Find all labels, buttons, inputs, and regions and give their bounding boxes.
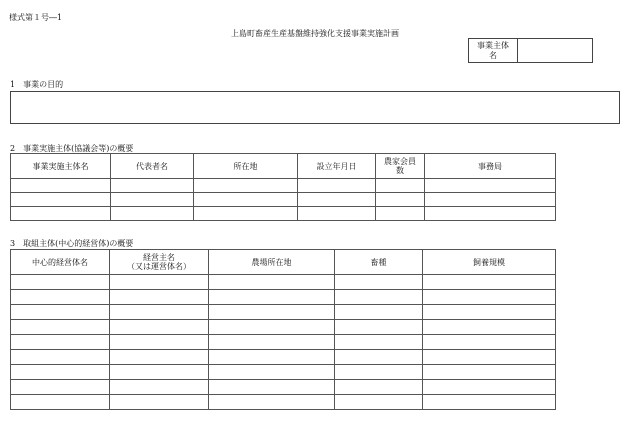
table-cell[interactable] [425, 207, 556, 221]
table-cell[interactable] [110, 395, 209, 410]
table-row [11, 290, 556, 305]
table-cell[interactable] [335, 290, 423, 305]
col-header: 畜種 [335, 250, 423, 275]
table-cell[interactable] [11, 365, 110, 380]
page-title: 上島町畜産生産基盤維持強化支援事業実施計画 [231, 29, 399, 38]
jigyo-shutai-label-line2: 名 [489, 51, 497, 60]
table-cell[interactable] [423, 305, 556, 320]
col-header: 飼養規模 [423, 250, 556, 275]
table-cell[interactable] [110, 365, 209, 380]
table-cell[interactable] [110, 305, 209, 320]
table-row [11, 179, 556, 193]
table-cell[interactable] [209, 290, 335, 305]
col-header: 中心的経営体名 [11, 250, 110, 275]
table-cell[interactable] [111, 179, 194, 193]
table-cell[interactable] [11, 290, 110, 305]
table-cell[interactable] [376, 193, 425, 207]
table-cell[interactable] [11, 179, 111, 193]
col-header [110, 250, 209, 275]
table-cell[interactable] [209, 305, 335, 320]
table-row [11, 335, 556, 350]
table-cell[interactable] [298, 193, 376, 207]
col-header: 代表者名 [111, 154, 194, 179]
table-cell[interactable] [209, 320, 335, 335]
table-cell[interactable] [11, 350, 110, 365]
table-cell[interactable] [209, 365, 335, 380]
table-cell[interactable] [209, 395, 335, 410]
table-row [11, 380, 556, 395]
table-cell[interactable] [194, 207, 298, 221]
col-header: 事業実施主体名 [11, 154, 111, 179]
col-header-line: （又は運営体名） [127, 262, 191, 271]
table-cell[interactable] [209, 335, 335, 350]
operator-table [10, 249, 556, 410]
table-row [11, 193, 556, 207]
table-cell[interactable] [11, 335, 110, 350]
table-cell[interactable] [335, 320, 423, 335]
table-cell[interactable] [423, 350, 556, 365]
table-cell[interactable] [111, 207, 194, 221]
table-cell[interactable] [335, 305, 423, 320]
col-header-line: 農家会員 [384, 157, 416, 166]
section1-heading: 1 事業の目的 [10, 80, 64, 89]
table-cell[interactable] [376, 179, 425, 193]
col-header-line: 数 [396, 166, 404, 175]
table-row [11, 275, 556, 290]
table-cell[interactable] [194, 179, 298, 193]
table-cell[interactable] [11, 207, 111, 221]
table-cell[interactable] [423, 395, 556, 410]
table-cell[interactable] [335, 350, 423, 365]
jigyo-shutai-name-field[interactable] [518, 39, 592, 62]
jigyo-shutai-label [469, 39, 518, 62]
col-header-line: 経営主名 [143, 253, 175, 262]
section3-heading: 3 取組主体(中心的経営体)の概要 [10, 239, 134, 248]
table-cell[interactable] [209, 380, 335, 395]
table-cell[interactable] [335, 365, 423, 380]
table-cell[interactable] [209, 350, 335, 365]
table-cell[interactable] [11, 275, 110, 290]
table-cell[interactable] [298, 207, 376, 221]
form-id: 様式第１号―1 [9, 13, 63, 22]
table-cell[interactable] [423, 275, 556, 290]
table-cell[interactable] [335, 275, 423, 290]
table-row [11, 365, 556, 380]
table-row [11, 395, 556, 410]
table-cell[interactable] [425, 179, 556, 193]
col-header: 農場所在地 [209, 250, 335, 275]
table-cell[interactable] [110, 290, 209, 305]
table-cell[interactable] [423, 320, 556, 335]
table-row [11, 320, 556, 335]
table-cell[interactable] [110, 320, 209, 335]
table-cell[interactable] [11, 305, 110, 320]
section2-heading: 2 事業実施主体(協議会等)の概要 [10, 144, 134, 153]
table-row [11, 350, 556, 365]
jigyo-shutai-box [468, 38, 593, 63]
table-row [11, 207, 556, 221]
table-cell[interactable] [423, 290, 556, 305]
table-cell[interactable] [111, 193, 194, 207]
table-cell[interactable] [11, 395, 110, 410]
purpose-field[interactable] [10, 91, 620, 124]
table-cell[interactable] [335, 395, 423, 410]
table-cell[interactable] [11, 193, 111, 207]
table-cell[interactable] [425, 193, 556, 207]
table-cell[interactable] [110, 380, 209, 395]
table-cell[interactable] [110, 335, 209, 350]
jigyo-shutai-label-line1: 事業主体 [477, 41, 509, 50]
table-cell[interactable] [423, 365, 556, 380]
table-cell[interactable] [110, 350, 209, 365]
table-cell[interactable] [423, 380, 556, 395]
col-header: 事務局 [425, 154, 556, 179]
table-cell[interactable] [11, 320, 110, 335]
table-cell[interactable] [110, 275, 209, 290]
col-header: 設立年月日 [298, 154, 376, 179]
table-cell[interactable] [209, 275, 335, 290]
col-header: 所在地 [194, 154, 298, 179]
table-cell[interactable] [11, 380, 110, 395]
table-cell[interactable] [335, 335, 423, 350]
table-cell[interactable] [335, 380, 423, 395]
table-cell[interactable] [194, 193, 298, 207]
table-row [11, 305, 556, 320]
table-cell[interactable] [298, 179, 376, 193]
table-cell[interactable] [423, 335, 556, 350]
organization-table [10, 153, 556, 221]
col-header [376, 154, 425, 179]
table-cell[interactable] [376, 207, 425, 221]
